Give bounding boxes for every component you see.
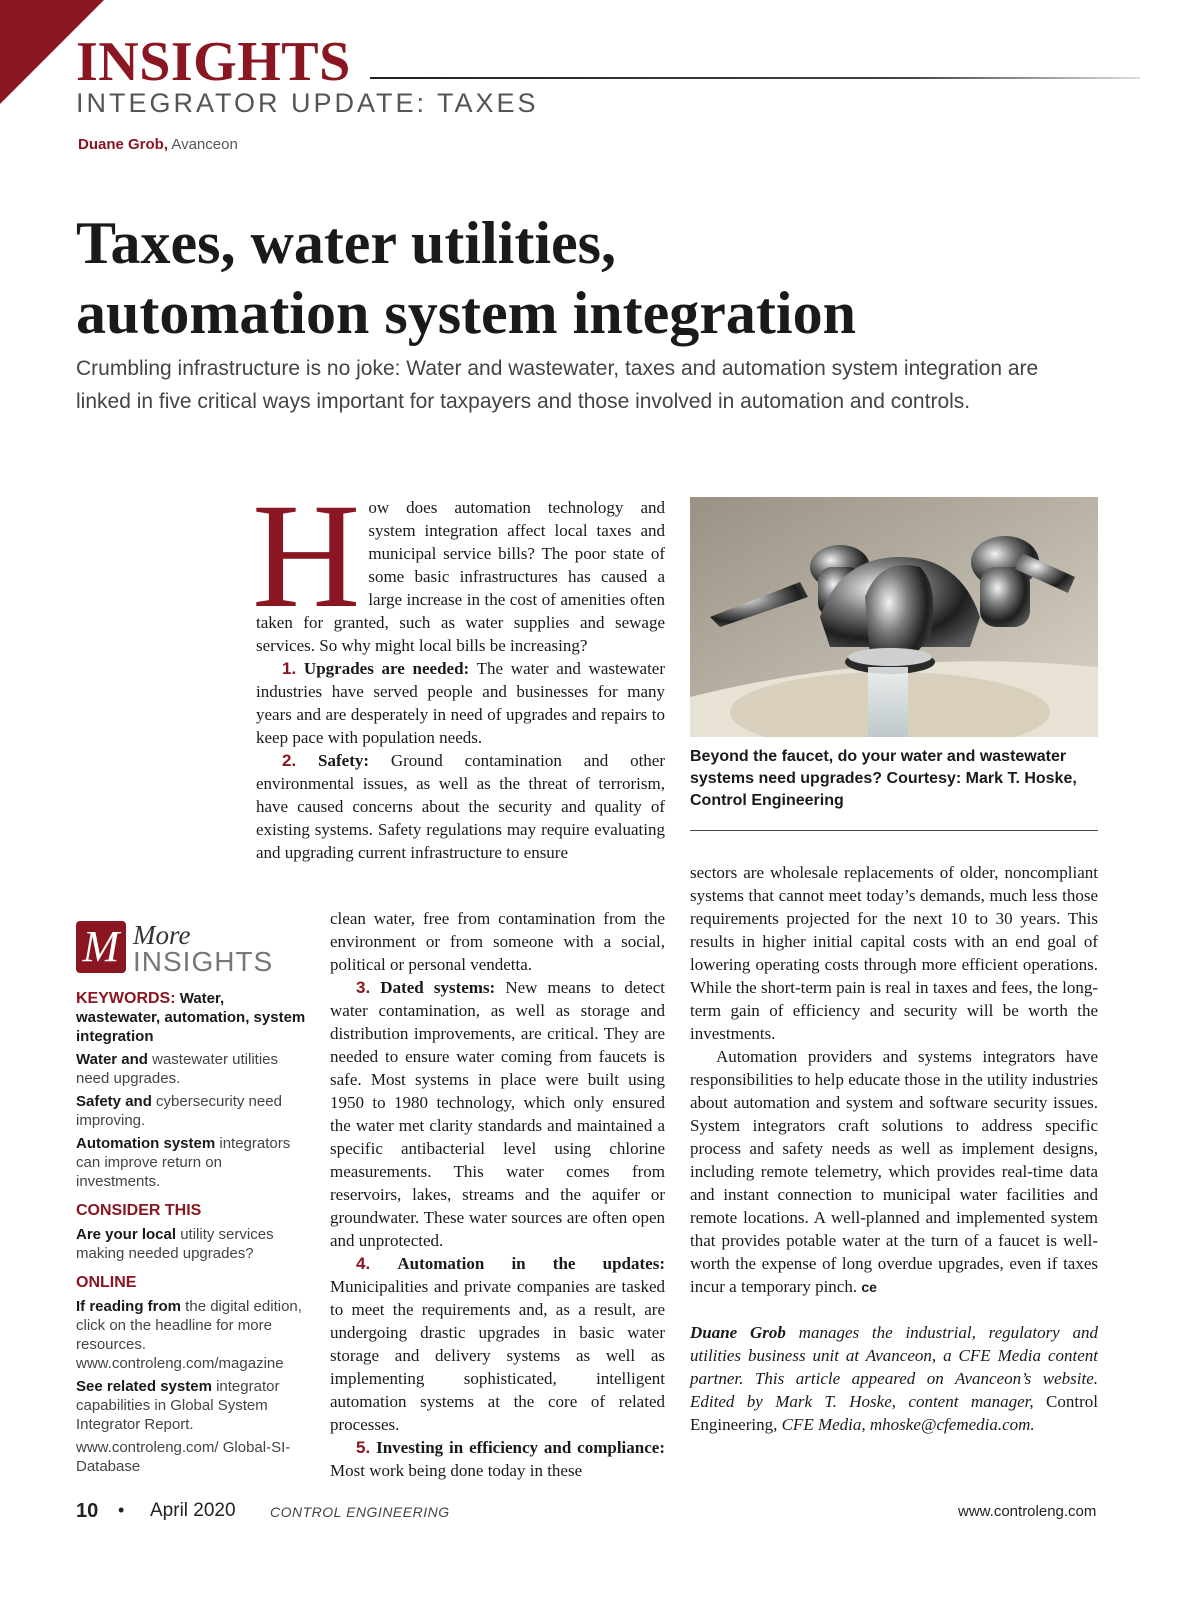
more-label: More bbox=[133, 920, 191, 950]
subsection-title: INTEGRATOR UPDATE: TAXES bbox=[76, 88, 539, 118]
magazine-link[interactable]: www.controleng.com/magazine bbox=[76, 1355, 284, 1372]
header-rule bbox=[370, 77, 1140, 79]
keywords: KEYWORDS: Water, wastewater, automation, system integration bbox=[76, 990, 306, 1045]
point-3: 3. Dated systems: New means to detect water contamination, as well as storage and distribution improvements, are critical. They are needed to ensure water coming from faucets is safe. Most systems in place were built using 1950 to 1980 technology, which only ensured the water met clarity standards and maintained a specific antibacterial level using chlorine measurements. This water comes from reservoirs, lakes, streams and the aquifer or groundwater. These water sources are often open and unprotected. bbox=[330, 978, 665, 1250]
end-mark: ce bbox=[861, 1279, 877, 1295]
point-2: 2. Safety: Ground contamination and other environmental issues, as well as the threat of terrorism, have caused concerns about the security and quality of existing systems. Safety regulations may require evaluating and upgrading current infrastructure to ensure bbox=[256, 751, 666, 862]
point-2-continued: clean water, free from contamination from the environment or from someone with a social, political or personal vendetta. bbox=[330, 909, 665, 974]
headline-line-1: Taxes, water utilities, bbox=[76, 210, 616, 276]
faucet-photo bbox=[690, 497, 1098, 737]
si-database-link[interactable]: www.controleng.com/ Global-SI-Database bbox=[76, 1439, 291, 1475]
caption-rule bbox=[690, 830, 1098, 831]
online-heading: ONLINE bbox=[76, 1274, 137, 1291]
byline bbox=[78, 136, 238, 154]
deck: Crumbling infrastructure is no joke: Water and wastewater, taxes and automation system integration are linked in five critical ways important for taxpayers and those involved in automation and controls. bbox=[76, 357, 1039, 413]
point-4: 4. Automation in the updates: Municipalities and private companies are tasked to meet the requirements and, as a result, are undergoing drastic upgrades in basic water storage and delivery systems as well as implementing sophisticated, intelligent automation systems at the core of related processes. bbox=[330, 1254, 665, 1434]
issue-date: April 2020 bbox=[150, 1500, 236, 1521]
publication-name: CONTROL ENGINEERING bbox=[270, 1504, 450, 1520]
sidebar-point-1: Water and wastewater utilities need upgrades. bbox=[76, 1051, 279, 1087]
author-name: Duane Grob, bbox=[78, 136, 169, 153]
sidebar-content bbox=[76, 989, 308, 1476]
body-column-1 bbox=[252, 473, 666, 864]
body-column-3 bbox=[690, 861, 1098, 1436]
footer-bullet: • bbox=[118, 1500, 125, 1520]
author-bio: Duane Grob manages the industrial, regulatory and utilities business unit at Avanceon, a CFE Media content partner. This article appeared on Avanceon’s website. Edited by Mark T. Hoske, content manager, Control Engineering, CFE Media, mhoske@cfemedia.com. bbox=[690, 1323, 1099, 1434]
consider-this-heading: CONSIDER THIS bbox=[76, 1202, 202, 1219]
online-item-2: See related system integrator capabilities in Global System Integrator Report. bbox=[76, 1378, 280, 1433]
body-column-2 bbox=[330, 907, 665, 1482]
sidebar-point-2: Safety and cybersecurity need improving. bbox=[76, 1093, 282, 1129]
drop-cap: H bbox=[252, 473, 361, 639]
author-org: Avanceon bbox=[171, 136, 238, 153]
intro-paragraph: How does automation technology and system integration affect local taxes and municipal service bills? The poor state of some basic infrastructures has caused a large increase in the cost of amenities often taken for granted, such as water supplies and sewage services. So why might local bills be increasing? bbox=[252, 473, 665, 655]
more-insights-logo: M bbox=[76, 921, 126, 973]
headline-line-2: automation system integration bbox=[76, 280, 856, 346]
column-3-paragraph-2: Automation providers and systems integrators have responsibilities to help educate those in the utility industries about automation and system and software security issues. System integrators craft solutions to address specific process and safety needs as well as implement designs, including remote telemetry, which provides real-time data and instant connection to municipal water facilities and remote locations. A well-planned and implemented system that provides potable water at the turn of a faucet is well-worth the expense of long overdue upgrades, even if taxes incur a temporary pinch. ce bbox=[690, 1047, 1098, 1296]
website-url[interactable]: www.controleng.com bbox=[958, 1503, 1097, 1520]
consider-this-text: Are your local utility services making needed upgrades? bbox=[76, 1226, 274, 1262]
headline[interactable] bbox=[76, 208, 1136, 348]
point-1: 1. Upgrades are needed: The water and wastewater industries have served people and businesses for many years and are desperately in need of upgrades and repairs to keep pace with population needs. bbox=[256, 659, 665, 747]
insights-label: INSIGHTS bbox=[133, 946, 274, 977]
page-number: 10 bbox=[76, 1500, 99, 1522]
online-item-1: If reading from the digital edition, click on the headline for more resources. www.controleng.com/magazine bbox=[76, 1298, 302, 1372]
photo-caption: Beyond the faucet, do your water and wastewater systems need upgrades? Courtesy: Mark T. Hoske, Control Engineering bbox=[690, 748, 1077, 809]
section-title: INSIGHTS bbox=[76, 31, 351, 93]
point-5: 5. Investing in efficiency and compliance: Most work being done today in these bbox=[330, 1438, 665, 1480]
column-3-paragraph-1: sectors are wholesale replacements of older, noncompliant systems that cannot meet today’s demands, much less those requirements projected for the next 10 to 30 years. This results in higher initial capital costs with an end goal of lowering operating costs through more efficient operations. While the short-term pain is real in taxes and fees, the long-term gain of efficiency and security will be worth the investments. bbox=[690, 863, 1098, 1043]
sidebar-point-3: Automation system integrators can improve return on investments. bbox=[76, 1135, 291, 1190]
